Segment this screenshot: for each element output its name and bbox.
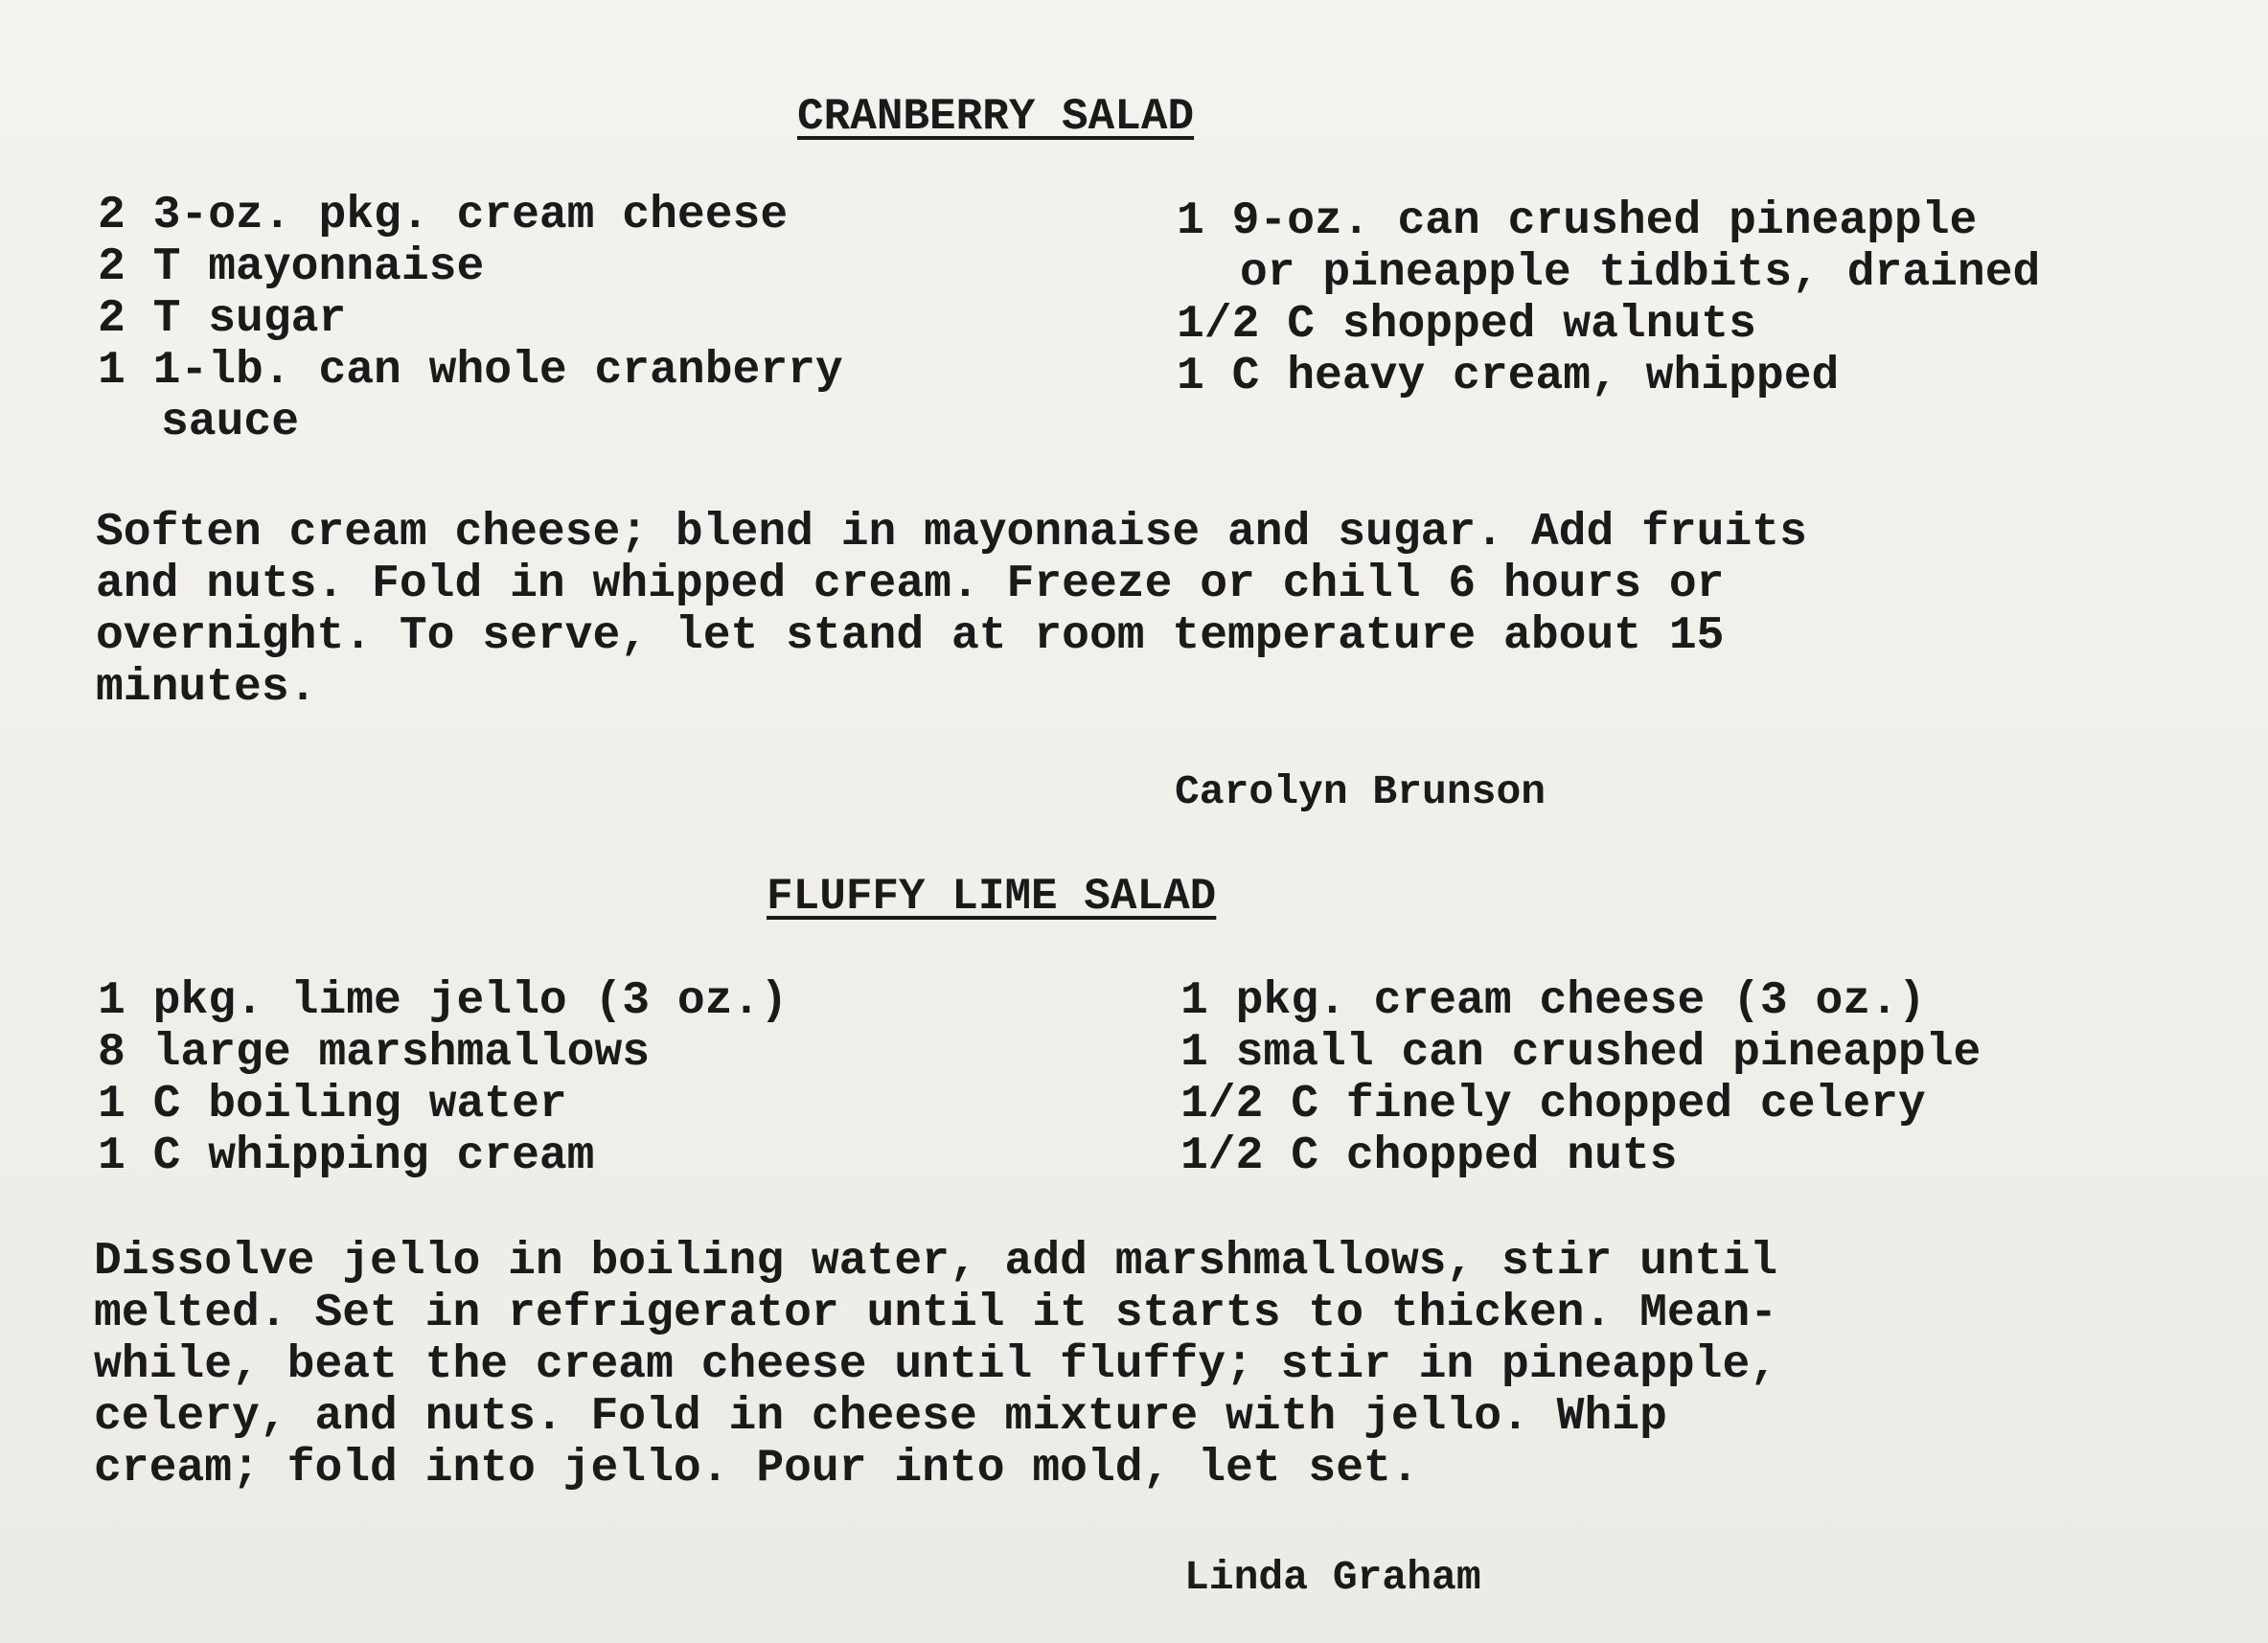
ingredient-item: 2 T mayonnaise	[98, 241, 485, 293]
recipe-directions	[94, 1236, 1777, 1495]
directions-line: while, beat the cream cheese until fluffy; stir in pineapple,	[94, 1339, 1778, 1391]
ingredient-item: or pineapple tidbits, drained	[1240, 247, 2041, 299]
ingredients-left	[98, 190, 843, 448]
ingredient-item: 1/2 C finely chopped celery	[1180, 1079, 1926, 1130]
ingredient-item: 1 C heavy cream, whipped	[1177, 351, 1840, 402]
recipe-author: Linda Graham	[1184, 1554, 1481, 1601]
directions-line: and nuts. Fold in whipped cream. Freeze or chill 6 hours or	[96, 559, 1725, 610]
recipe-title: FLUFFY LIME SALAD	[767, 872, 1217, 922]
ingredient-item: 1 C boiling water	[98, 1079, 567, 1130]
recipe-directions	[96, 507, 1807, 714]
ingredient-item: 1 9-oz. can crushed pineapple	[1177, 195, 1978, 247]
recipe-author: Carolyn Brunson	[1175, 768, 1546, 815]
directions-line: cream; fold into jello. Pour into mold, let set.	[94, 1443, 1419, 1495]
ingredient-item: 8 large marshmallows	[98, 1027, 651, 1079]
ingredient-item: 1 small can crushed pineapple	[1180, 1027, 1982, 1079]
ingredient-item: 1 pkg. cream cheese (3 oz.)	[1180, 975, 1926, 1027]
ingredients-right	[1180, 975, 1981, 1182]
directions-line: melted. Set in refrigerator until it starts to thicken. Mean-	[94, 1288, 1778, 1339]
ingredient-item: 1 pkg. lime jello (3 oz.)	[98, 975, 789, 1027]
ingredient-item: 1/2 C shopped walnuts	[1177, 299, 1756, 351]
ingredients-right	[1177, 195, 2040, 402]
ingredient-item: sauce	[161, 397, 300, 448]
ingredient-item: 1 1-lb. can whole cranberry	[98, 345, 843, 397]
ingredient-item: 1/2 C chopped nuts	[1180, 1130, 1678, 1182]
ingredient-item: 1 C whipping cream	[98, 1130, 595, 1182]
ingredients-left	[98, 975, 788, 1182]
directions-line: Dissolve jello in boiling water, add marshmallows, stir until	[94, 1236, 1778, 1288]
directions-line: Soften cream cheese; blend in mayonnaise and sugar. Add fruits	[96, 507, 1807, 559]
directions-line: minutes.	[96, 662, 317, 714]
directions-line: overnight. To serve, let stand at room temperature about 15	[96, 610, 1725, 662]
ingredient-item: 2 T sugar	[98, 293, 347, 345]
ingredient-item: 2 3-oz. pkg. cream cheese	[98, 190, 789, 241]
directions-line: celery, and nuts. Fold in cheese mixture with jello. Whip	[94, 1391, 1667, 1443]
recipe-title: CRANBERRY SALAD	[797, 92, 1195, 142]
